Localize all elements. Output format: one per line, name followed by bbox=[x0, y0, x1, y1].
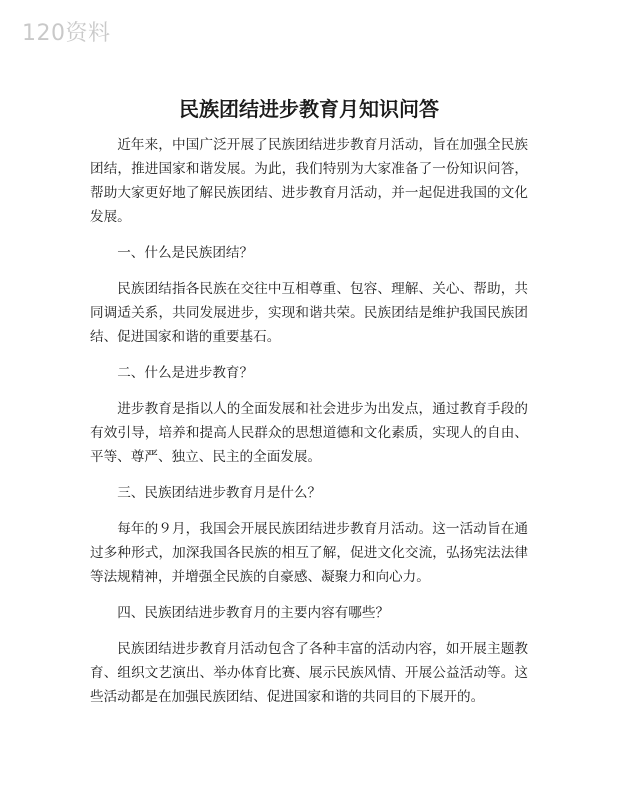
section-heading: 四、民族团结进步教育月的主要内容有哪些？ bbox=[117, 605, 390, 621]
section-body: 民族团结进步教育月活动包含了各种丰富的活动内容，如开展主题教育、组织文艺演出、举办体育比赛、展示民族风情、开展公益活动等。这些活动都是在加强民族团结、促进国家和谐的共同目的下展开的。 bbox=[90, 641, 528, 705]
document-title: 民族团结进步教育月知识问答 bbox=[179, 97, 439, 121]
watermark-logo: 120资料 bbox=[22, 21, 111, 46]
section-body: 进步教育是指以人的全面发展和社会进步为出发点，通过教育手段的有效引导，培养和提高人民群众的思想道德和文化素质，实现人的自由、平等、尊严、独立、民主的全面发展。 bbox=[90, 401, 528, 465]
section-body: 民族团结指各民族在交往中互相尊重、包容、理解、关心、帮助，共同调适关系，共同发展进步，实现和谐共荣。民族团结是维护我国民族团结、促进国家和谐的重要基石。 bbox=[90, 281, 528, 345]
section-body: 每年的９月，我国会开展民族团结进步教育月活动。这一活动旨在通过多种形式，加深我国各民族的相互了解，促进文化交流，弘扬宪法法律等法规精神，并增强全民族的自豪感、凝聚力和向心力。 bbox=[90, 521, 528, 585]
intro-paragraph: 近年来，中国广泛开展了民族团结进步教育月活动，旨在加强全民族团结，推进国家和谐发展。为此，我们特别为大家准备了一份知识问答，帮助大家更好地了解民族团结、进步教育月活动，并一起促进我国的文化发展。 bbox=[90, 137, 528, 225]
section-heading: 三、民族团结进步教育月是什么？ bbox=[117, 485, 322, 501]
section-heading: 一、什么是民族团结？ bbox=[117, 245, 254, 261]
section-heading: 二、什么是进步教育？ bbox=[117, 365, 254, 381]
document-page bbox=[90, 95, 528, 721]
